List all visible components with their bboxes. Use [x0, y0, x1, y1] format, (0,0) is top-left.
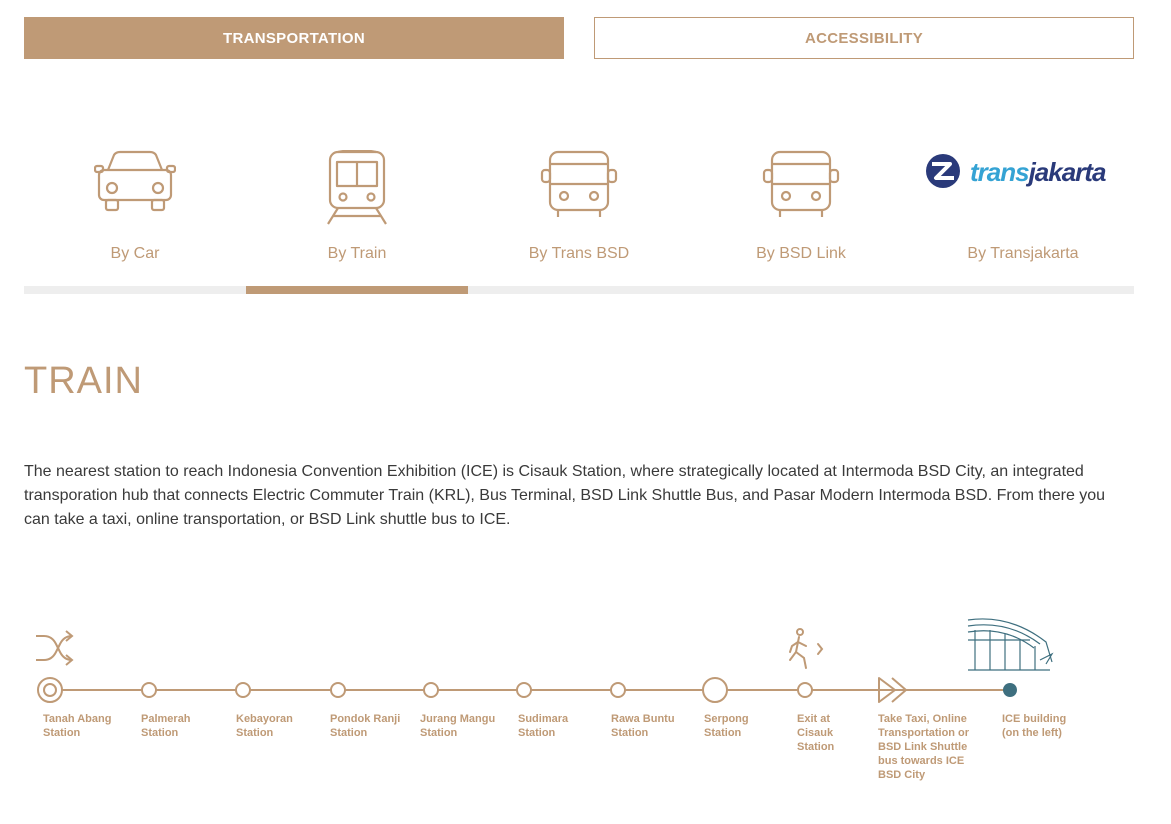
- stop-label-ice-building: ICE building (on the left): [1002, 713, 1067, 739]
- mode-by-bsd-link[interactable]: [690, 145, 912, 285]
- mode-label-transjakarta: By Transjakarta: [967, 245, 1079, 262]
- page-title: TRAIN: [24, 360, 143, 402]
- mode-selector-active-indicator: [246, 286, 468, 294]
- section-description: The nearest station to reach Indonesia Convention Exhibition (ICE) is Cisauk Station, where strategically located at Intermoda BSD City, an integrated transporation hub that connects Electric Commuter Train (KRL), Bus Terminal, BSD Link Shuttle Bus, and Pasar Modern Intermoda BSD. From there you can take a taxi, online transportation, or BSD Link shuttle bus to ICE.: [24, 463, 1106, 528]
- mode-by-transjakarta[interactable]: [912, 145, 1134, 285]
- stop-ice-building: [1003, 683, 1017, 697]
- train-route-diagram: [0, 600, 1171, 800]
- bus-icon: [760, 150, 842, 220]
- mode-label-bsd-link: By BSD Link: [756, 245, 846, 262]
- mode-selector-track: [24, 286, 1134, 294]
- mode-by-trans-bsd[interactable]: [468, 145, 690, 285]
- transport-mode-selector: [24, 145, 1134, 295]
- stop-label-sudimara: Sudimara Station: [518, 713, 569, 739]
- mode-by-train[interactable]: [246, 145, 468, 285]
- stop-label-jurang-mangu: Jurang Mangu Station: [420, 713, 496, 739]
- route-line-graphic: [0, 600, 1171, 710]
- stop-serpong: [703, 678, 727, 702]
- stop-kebayoran: [236, 683, 250, 697]
- walking-exit-icon: [790, 629, 822, 668]
- stop-sudimara: [517, 683, 531, 697]
- stop-label-serpong: Serpong Station: [704, 713, 749, 739]
- mode-label-trans-bsd: By Trans BSD: [528, 245, 630, 262]
- stop-label-rawa-buntu: Rawa Buntu Station: [611, 713, 675, 739]
- stop-jurang-mangu: [424, 683, 438, 697]
- stop-cisauk: [798, 683, 812, 697]
- stop-palmerah: [142, 683, 156, 697]
- ice-building-icon: [968, 619, 1052, 670]
- car-icon: [94, 150, 176, 218]
- stop-label-tanah-abang: Tanah Abang Station: [43, 713, 112, 739]
- mode-label-train: By Train: [327, 245, 387, 262]
- stop-pondok-ranji: [331, 683, 345, 697]
- train-icon: [316, 150, 398, 226]
- transjakarta-wordmark: transjakarta: [970, 157, 1106, 187]
- mode-label-car: By Car: [110, 245, 160, 262]
- tab-transportation[interactable]: TRANSPORTATION: [24, 17, 564, 59]
- stop-label-pondok-ranji: Pondok Ranji Station: [330, 713, 401, 739]
- stop-label-palmerah: Palmerah Station: [141, 713, 191, 739]
- transjakarta-mark-icon: [924, 151, 964, 191]
- shuffle-icon: [36, 631, 72, 665]
- mode-by-car[interactable]: [24, 145, 246, 285]
- stop-label-cisauk: Exit at Cisauk Station: [797, 713, 835, 753]
- stop-tanah-abang: [38, 678, 62, 702]
- tab-accessibility[interactable]: ACCESSIBILITY: [594, 17, 1134, 59]
- bus-icon: [538, 150, 620, 220]
- transjakarta-logo: [924, 151, 1124, 191]
- stop-label-kebayoran: Kebayoran Station: [236, 713, 293, 739]
- stop-label-take-taxi: Take Taxi, Online Transportation or BSD Link Shuttle bus towards ICE BSD City: [878, 713, 970, 781]
- tab-bar: [24, 17, 1134, 59]
- stop-rawa-buntu: [611, 683, 625, 697]
